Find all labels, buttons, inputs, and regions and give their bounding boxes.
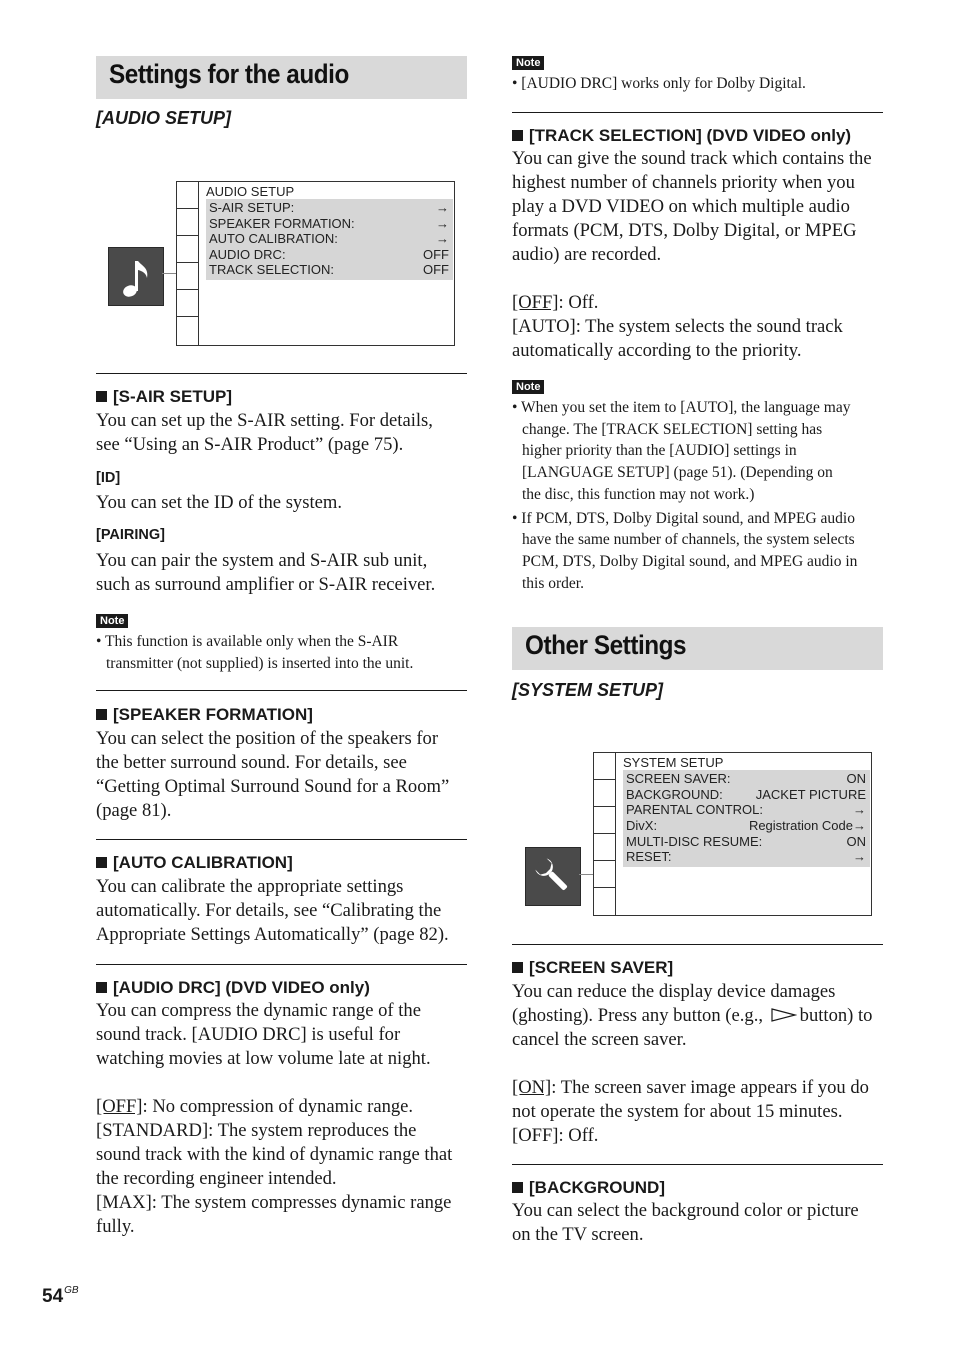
menu-item[interactable]: PARENTAL CONTROL: → — [626, 802, 866, 817]
track-body: You can give the sound track which contains the highest number of channels priority when you play a DVD VIDEO on which multiple audio formats (PCM, DTS, Dolby Digital, or MPEG audio) are recorded. [OFF]: Off. [AUTO]: The system selects the sound track automatically according to the priority. — [512, 148, 872, 361]
menu-item[interactable]: TRACK SELECTION: OFF — [209, 262, 449, 277]
divider — [512, 944, 883, 945]
menu-tab[interactable] — [177, 209, 198, 236]
menu-item[interactable]: RESET: → — [626, 849, 866, 864]
id-label: [ID] — [96, 470, 121, 486]
sair-note: • This function is available only when the S-AIR transmitter (not supplied) is inserted into the unit. — [96, 633, 414, 672]
menu-tab[interactable] — [594, 807, 615, 834]
menu-tab-selected[interactable] — [177, 263, 198, 290]
menu-title: SYSTEM SETUP — [623, 755, 724, 770]
menu-tabs — [594, 753, 616, 915]
play-button-icon — [771, 1008, 797, 1022]
menu-item[interactable]: S-AIR SETUP: → — [209, 200, 449, 215]
audio-setup-screen — [176, 181, 455, 346]
menu-list — [623, 770, 870, 867]
menu-tab[interactable] — [594, 834, 615, 861]
menu-item[interactable]: AUTO CALIBRATION: → — [209, 231, 449, 246]
divider — [96, 690, 467, 691]
note-tag: Note — [512, 56, 544, 70]
track-note: • When you set the item to [AUTO], the language may change. The [TRACK SELECTION] setting has higher priority than the [AUDIO] settings in [LANGUAGE SETUP] (page 51). (Depending on the disc, this function may not work.) • If PCM, DTS, Dolby Digital sound, and MPEG audio have the same number of channels, the system selects PCM, DTS, Dolby Digital sound, and MPEG audio in this order. — [512, 399, 858, 592]
section-title: Settings for the audio — [109, 59, 349, 89]
menu-item[interactable]: DivX: Registration Code→ — [626, 818, 866, 833]
page-number: $54^{GB}$ — [42, 1285, 79, 1307]
section-title: Other Settings — [525, 630, 687, 660]
divider — [96, 373, 467, 374]
menu-tab-selected[interactable] — [594, 861, 615, 888]
menu-item[interactable]: SPEAKER FORMATION: → — [209, 216, 449, 231]
menu-item[interactable]: MULTI-DISC RESUME: ON — [626, 834, 866, 849]
menu-item[interactable]: BACKGROUND: JACKET PICTURE — [626, 787, 866, 802]
menu-tabs — [177, 182, 199, 345]
pairing-body: You can pair the system and S-AIR sub unit, such as surround amplifier or S-AIR receiver. — [96, 550, 436, 595]
wrench-icon — [525, 847, 581, 906]
saver-heading: [SCREEN SAVER] — [512, 958, 673, 978]
pairing-label: [PAIRING] — [96, 527, 166, 543]
menu-tab[interactable] — [594, 780, 615, 807]
menu-tab[interactable] — [594, 753, 615, 780]
music-note-icon — [108, 247, 164, 306]
system-setup-screen — [593, 752, 872, 916]
background-heading: [BACKGROUND] — [512, 1178, 665, 1198]
divider — [512, 1164, 883, 1165]
speaker-heading: [SPEAKER FORMATION] — [96, 705, 313, 725]
drc-heading: [AUDIO DRC] (DVD VIDEO only) — [96, 978, 370, 998]
drc-note: • [AUDIO DRC] works only for Dolby Digital. — [512, 75, 806, 92]
note-tag: Note — [512, 380, 544, 394]
menu-item[interactable]: AUDIO DRC: OFF — [209, 247, 449, 262]
autocal-body: You can calibrate the appropriate settings automatically. For details, see “Calibrating the Appropriate Settings Automatically” (page 82). — [96, 876, 449, 945]
id-body: You can set the ID of the system. — [96, 492, 342, 513]
divider — [96, 839, 467, 840]
speaker-body: You can select the position of the speakers for the better surround sound. For details, see “Getting Optimal Surround Sound for a Room” (page 81). — [96, 728, 450, 821]
sair-heading: [S-AIR SETUP] — [96, 387, 232, 407]
divider — [512, 112, 883, 113]
drc-body: You can compress the dynamic range of the sound track. [AUDIO DRC] is useful for watching movies at low volume late at night. [OFF]: No compression of dynamic range. [STANDARD]: The system reproduces the sound track with the kind of dynamic range that the recording engineer intended. [MAX]: The system compresses dynamic range fully. — [96, 1000, 453, 1237]
section-title-bar — [96, 56, 467, 99]
saver-body: You can reduce the display device damages (ghosting). Press any button (e.g., button) to cancel the screen saver. [ON]: The screen saver image appears if you do not operate the system for about 15 minutes. [OFF]: Off. — [512, 981, 873, 1146]
setup-label: [AUDIO SETUP] — [96, 108, 231, 128]
menu-tab[interactable] — [177, 182, 198, 209]
sair-body: You can set up the S-AIR setting. For details, see “Using an S-AIR Product” (page 75). — [96, 410, 433, 455]
menu-tab[interactable] — [177, 290, 198, 317]
divider — [96, 964, 467, 965]
menu-list — [206, 199, 453, 280]
background-body: You can select the background color or picture on the TV screen. — [512, 1200, 859, 1245]
setup-label: [SYSTEM SETUP] — [512, 680, 664, 700]
note-tag: Note — [96, 614, 128, 628]
track-heading: [TRACK SELECTION] (DVD VIDEO only) — [512, 126, 851, 146]
section-title-bar — [512, 627, 883, 670]
menu-title: AUDIO SETUP — [206, 184, 295, 199]
menu-item[interactable]: SCREEN SAVER: ON — [626, 771, 866, 786]
menu-tab[interactable] — [177, 236, 198, 263]
autocal-heading: [AUTO CALIBRATION] — [96, 853, 293, 873]
